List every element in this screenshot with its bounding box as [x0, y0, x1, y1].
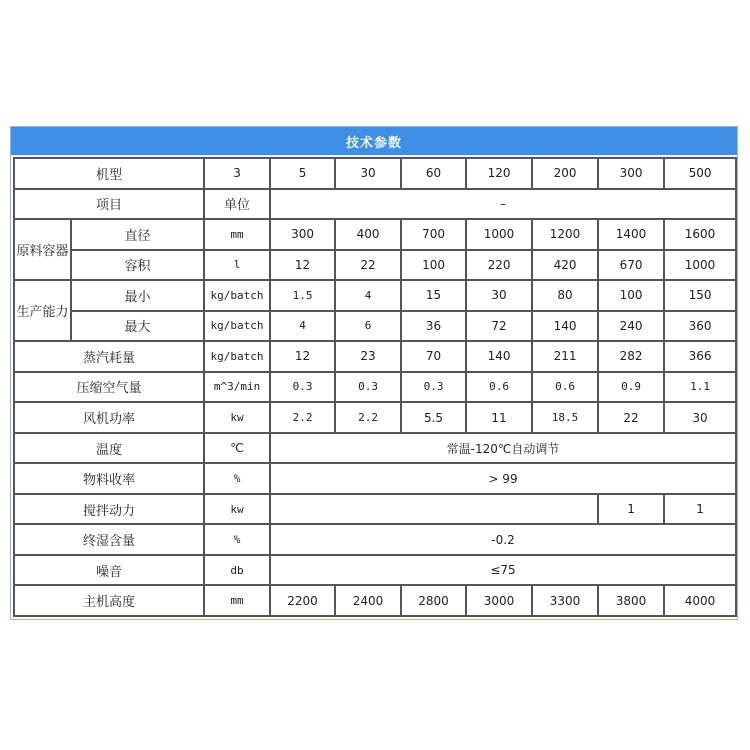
- value-cell: 360: [664, 311, 736, 342]
- row-label: 噪音: [14, 555, 204, 586]
- value-cell: 366: [664, 341, 736, 372]
- value-cell: 常温-120℃自动调节: [270, 433, 736, 464]
- value-cell: 36: [401, 311, 466, 342]
- capacity-group-label: 生产能力: [14, 280, 71, 341]
- table-row: [14, 433, 736, 464]
- model-header-label: 机型: [14, 158, 204, 189]
- value-cell: 2.2: [335, 402, 401, 433]
- value-cell: 23: [335, 341, 401, 372]
- table-row: [14, 189, 736, 220]
- unit-cell: kw: [204, 494, 270, 525]
- row-label: 最大: [71, 311, 204, 342]
- value-cell: 0.3: [401, 372, 466, 403]
- table-row: [14, 524, 736, 555]
- value-cell: 11: [466, 402, 532, 433]
- value-cell: 12: [270, 341, 335, 372]
- value-cell: 100: [401, 250, 466, 281]
- value-cell: 1200: [532, 219, 598, 250]
- table-row: [14, 158, 736, 189]
- item-value: –: [270, 189, 736, 220]
- value-cell: > 99: [270, 463, 736, 494]
- model-cell: 3: [204, 158, 270, 189]
- model-cell: 5: [270, 158, 335, 189]
- value-cell: 3300: [532, 585, 598, 616]
- value-cell: 240: [598, 311, 664, 342]
- table-row: [14, 585, 736, 616]
- value-cell: 4: [335, 280, 401, 311]
- row-label: 直径: [71, 219, 204, 250]
- row-label: 压缩空气量: [14, 372, 204, 403]
- value-cell: 30: [664, 402, 736, 433]
- value-cell: 80: [532, 280, 598, 311]
- value-cell: 670: [598, 250, 664, 281]
- unit-cell: kg/batch: [204, 341, 270, 372]
- value-cell: 400: [335, 219, 401, 250]
- unit-cell: kw: [204, 402, 270, 433]
- value-cell: 2800: [401, 585, 466, 616]
- value-cell: 211: [532, 341, 598, 372]
- row-label: 终湿含量: [14, 524, 204, 555]
- spec-panel: [10, 126, 738, 620]
- spec-table: [13, 157, 737, 617]
- row-label: 主机高度: [14, 585, 204, 616]
- model-cell: 300: [598, 158, 664, 189]
- table-row: [14, 494, 736, 525]
- unit-cell: ℃: [204, 433, 270, 464]
- value-cell: 420: [532, 250, 598, 281]
- table-row: [14, 372, 736, 403]
- value-cell: 1.1: [664, 372, 736, 403]
- value-cell: 1600: [664, 219, 736, 250]
- row-label: 物料收率: [14, 463, 204, 494]
- value-cell: 22: [598, 402, 664, 433]
- value-cell: 72: [466, 311, 532, 342]
- value-cell: 140: [532, 311, 598, 342]
- value-cell: 282: [598, 341, 664, 372]
- value-cell: 0.3: [335, 372, 401, 403]
- item-header: 项目: [14, 189, 204, 220]
- model-cell: 500: [664, 158, 736, 189]
- row-label: 蒸汽耗量: [14, 341, 204, 372]
- value-cell: ≤75: [270, 555, 736, 586]
- value-cell: 2.2: [270, 402, 335, 433]
- value-cell: 0.6: [532, 372, 598, 403]
- unit-cell: l: [204, 250, 270, 281]
- value-cell: 15: [401, 280, 466, 311]
- value-cell: 0.3: [270, 372, 335, 403]
- value-cell: 140: [466, 341, 532, 372]
- value-cell: 70: [401, 341, 466, 372]
- value-cell: 150: [664, 280, 736, 311]
- row-label: 搅拌动力: [14, 494, 204, 525]
- value-cell: 1000: [466, 219, 532, 250]
- value-cell: 12: [270, 250, 335, 281]
- value-cell: 1: [664, 494, 736, 525]
- value-cell: 2200: [270, 585, 335, 616]
- table-row: [14, 341, 736, 372]
- value-cell: 2400: [335, 585, 401, 616]
- table-row: [14, 219, 736, 250]
- unit-cell: kg/batch: [204, 311, 270, 342]
- unit-cell: kg/batch: [204, 280, 270, 311]
- value-cell: 4: [270, 311, 335, 342]
- value-cell: 0.6: [466, 372, 532, 403]
- table-row: [14, 311, 736, 342]
- unit-cell: %: [204, 524, 270, 555]
- row-label: 风机功率: [14, 402, 204, 433]
- unit-cell: mm: [204, 219, 270, 250]
- row-label: 最小: [71, 280, 204, 311]
- unit-cell: %: [204, 463, 270, 494]
- value-cell: 1: [598, 494, 664, 525]
- value-cell: 1000: [664, 250, 736, 281]
- value-cell: 18.5: [532, 402, 598, 433]
- model-cell: 200: [532, 158, 598, 189]
- model-cell: 60: [401, 158, 466, 189]
- unit-header: 单位: [204, 189, 270, 220]
- model-cell: 30: [335, 158, 401, 189]
- unit-cell: mm: [204, 585, 270, 616]
- value-cell: 220: [466, 250, 532, 281]
- value-cell: 1400: [598, 219, 664, 250]
- value-cell: 22: [335, 250, 401, 281]
- unit-cell: m^3/min: [204, 372, 270, 403]
- value-cell: 100: [598, 280, 664, 311]
- value-cell: 6: [335, 311, 401, 342]
- table-row: [14, 280, 736, 311]
- value-cell: 5.5: [401, 402, 466, 433]
- value-cell: -0.2: [270, 524, 736, 555]
- row-label: 容积: [71, 250, 204, 281]
- container-group-label: 原料容器: [14, 219, 71, 280]
- table-row: [14, 402, 736, 433]
- panel-title: 技术参数: [11, 127, 737, 155]
- value-cell: 3800: [598, 585, 664, 616]
- table-row: [14, 555, 736, 586]
- value-cell: 300: [270, 219, 335, 250]
- value-cell: 4000: [664, 585, 736, 616]
- empty-cell: [270, 494, 598, 525]
- value-cell: 0.9: [598, 372, 664, 403]
- table-row: [14, 463, 736, 494]
- row-label: 温度: [14, 433, 204, 464]
- value-cell: 3000: [466, 585, 532, 616]
- value-cell: 30: [466, 280, 532, 311]
- value-cell: 1.5: [270, 280, 335, 311]
- value-cell: 700: [401, 219, 466, 250]
- model-cell: 120: [466, 158, 532, 189]
- table-row: [14, 250, 736, 281]
- unit-cell: db: [204, 555, 270, 586]
